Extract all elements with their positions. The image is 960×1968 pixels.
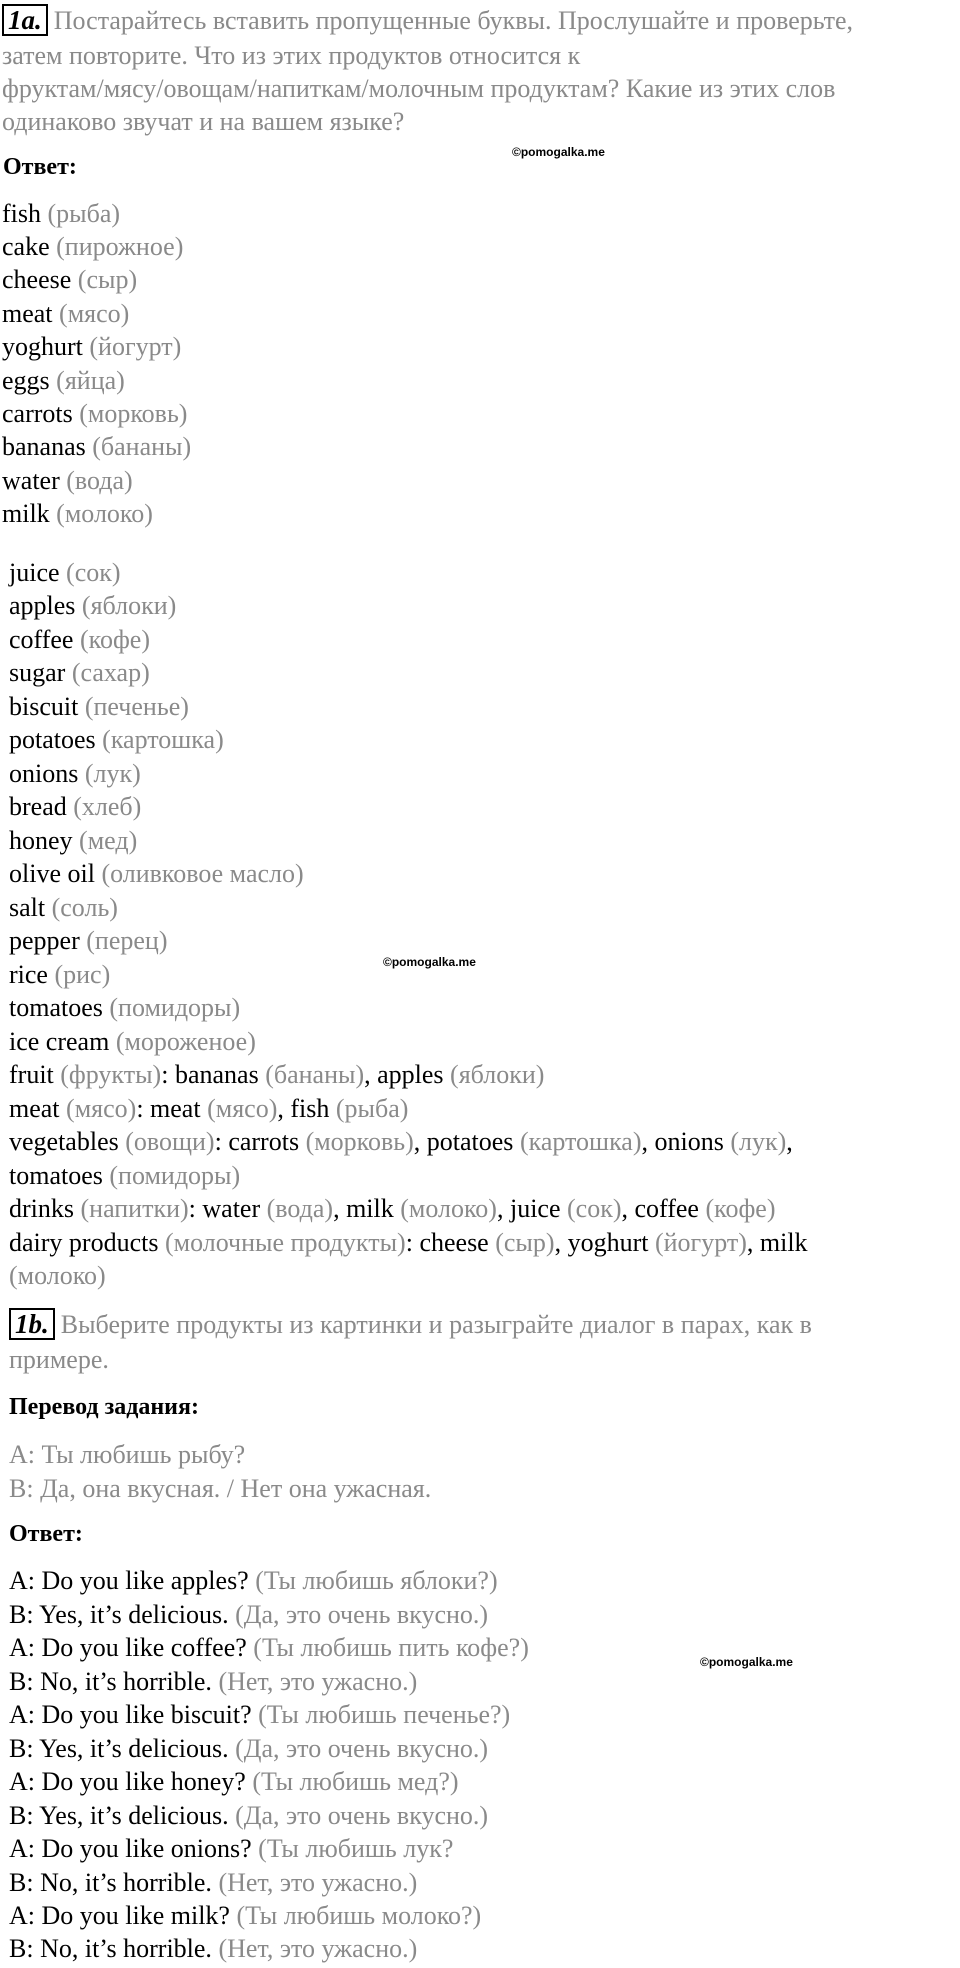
category-segment: : bananas — [161, 1060, 259, 1089]
category-line — [9, 1058, 544, 1091]
task-1b-text: Выберите продукты из картинки и разыграйте диалог в парах, как в — [60, 1310, 812, 1339]
category-segment: (фрукты) — [53, 1060, 162, 1089]
category-segment: (мясо) — [59, 1094, 137, 1123]
category-segment: (йогурт) — [648, 1228, 747, 1257]
dialogue-ru: (Ты любишь пить кофе?) — [246, 1633, 529, 1662]
dialogue-en: A: Do you like honey? — [9, 1767, 246, 1796]
task-1a-text: Постарайтесь вставить пропущенные буквы. Прослушайте и проверьте, — [53, 6, 854, 35]
dialogue-ru: (Да, это очень вкусно.) — [228, 1600, 489, 1629]
category-segment: (помидоры) — [102, 1161, 241, 1190]
word-ru: (йогурт) — [82, 332, 182, 361]
dialogue-line — [9, 1765, 459, 1798]
word-ru: (рис) — [47, 960, 111, 989]
category-segment: (картошка) — [513, 1127, 642, 1156]
dialogue-ru: (Нет, это ужасно.) — [211, 1667, 418, 1696]
word-item — [9, 857, 304, 890]
word-item — [2, 364, 125, 397]
word-ru: (бананы) — [85, 432, 192, 461]
category-line — [9, 1226, 808, 1259]
category-segment: , apples — [364, 1060, 444, 1089]
word-item — [2, 430, 191, 463]
dialogue-en: B: No, it’s horrible. — [9, 1934, 212, 1963]
dialogue-ru: (Да, это очень вкусно.) — [228, 1734, 489, 1763]
dialogue-en: A: Do you like coffee? — [9, 1633, 247, 1662]
word-ru: (перец) — [79, 926, 168, 955]
dialogue-ru: (Ты любишь печенье?) — [251, 1700, 511, 1729]
category-segment: (кофе) — [698, 1194, 776, 1223]
category-segment: vegetables — [9, 1127, 119, 1156]
dialogue-ru: (Ты любишь мед?) — [245, 1767, 459, 1796]
category-segment: , yoghurt — [554, 1228, 649, 1257]
dialogue-ru: (Ты любишь молоко?) — [229, 1901, 482, 1930]
dialogue-line — [9, 1598, 488, 1631]
category-segment: (вода) — [260, 1194, 334, 1223]
word-item — [9, 556, 121, 589]
word-ru: (сок) — [59, 558, 121, 587]
category-line — [9, 1125, 793, 1158]
word-ru: (молоко) — [49, 499, 153, 528]
word-item — [9, 958, 110, 991]
dialogue-ru: (Нет, это ужасно.) — [211, 1934, 418, 1963]
word-ru: (яблоки) — [75, 591, 177, 620]
dialogue-en: A: Do you like onions? — [9, 1834, 252, 1863]
task-1a-line-3: одинаково звучат и на вашем языке? — [2, 107, 405, 136]
word-ru: (морковь) — [72, 399, 188, 428]
category-segment: tomatoes — [9, 1161, 103, 1190]
category-segment: (мясо) — [200, 1094, 278, 1123]
word-en: sugar — [9, 658, 66, 687]
category-line — [9, 1259, 106, 1292]
word-en: rice — [9, 960, 48, 989]
word-item — [9, 824, 137, 857]
word-ru: (яйца) — [49, 366, 125, 395]
word-ru: (помидоры) — [102, 993, 241, 1022]
category-segment: , potatoes — [413, 1127, 514, 1156]
word-item — [9, 891, 118, 924]
category-segment: , coffee — [621, 1194, 699, 1223]
word-item — [9, 757, 141, 790]
category-segment: : carrots — [214, 1127, 300, 1156]
category-segment: (лук) — [730, 1127, 787, 1156]
word-ru: (мед) — [72, 826, 138, 855]
watermark: ©pomogalka.me — [512, 145, 605, 159]
word-en: onions — [9, 759, 85, 788]
word-en: olive oil — [9, 859, 95, 888]
dialogue-line — [9, 1799, 488, 1832]
word-ru: (сыр) — [77, 265, 138, 294]
word-ru: (мясо) — [52, 299, 130, 328]
word-en: bread — [9, 792, 67, 821]
category-segment: , — [786, 1127, 793, 1156]
word-item — [2, 197, 120, 230]
word-ru: (хлеб) — [66, 792, 142, 821]
dialogue-line — [9, 1866, 417, 1899]
dialogue-ru: (Нет, это ужасно.) — [211, 1868, 418, 1897]
dialogue-en: B: Yes, it’s delicious. — [9, 1801, 229, 1830]
translation-heading: Перевод задания: — [9, 1394, 199, 1420]
word-ru: (оливковое масло) — [94, 859, 304, 888]
category-line — [9, 1192, 775, 1225]
word-item — [9, 1025, 256, 1058]
dialogue-en: B: Yes, it’s delicious. — [9, 1734, 229, 1763]
watermark: ©pomogalka.me — [700, 1655, 793, 1669]
word-ru: (кофе) — [73, 625, 150, 654]
task-1b-line-1: примере. — [9, 1345, 109, 1374]
category-segment: , onions — [641, 1127, 731, 1156]
word-ru: (пирожное) — [49, 232, 184, 261]
category-segment: drinks — [9, 1194, 74, 1223]
word-en: fish — [2, 199, 41, 228]
category-segment: (молоко) — [9, 1261, 106, 1290]
word-en: apples — [9, 591, 76, 620]
word-item — [9, 690, 189, 723]
word-item — [2, 263, 137, 296]
category-segment: dairy products — [9, 1228, 159, 1257]
category-segment: : meat — [136, 1094, 201, 1123]
word-item — [9, 723, 224, 756]
word-item — [2, 497, 153, 530]
word-en: bananas — [2, 432, 86, 461]
category-segment: , milk — [333, 1194, 394, 1223]
watermark: ©pomogalka.me — [383, 955, 476, 969]
word-en: water — [2, 466, 60, 495]
category-segment: : water — [188, 1194, 261, 1223]
dialogue-line — [9, 1564, 498, 1597]
category-segment: (яблоки) — [443, 1060, 545, 1089]
category-segment: (молочные продукты) — [158, 1228, 406, 1257]
dialogue-en: B: No, it’s horrible. — [9, 1667, 212, 1696]
word-ru: (мороженое) — [109, 1027, 256, 1056]
word-en: cheese — [2, 265, 78, 294]
dialogue-ru: (Ты любишь лук? — [251, 1834, 454, 1863]
word-en: juice — [9, 558, 60, 587]
word-ru: (лук) — [84, 759, 141, 788]
word-en: milk — [2, 499, 50, 528]
word-item — [9, 589, 176, 622]
word-ru: (сахар) — [65, 658, 150, 687]
word-en: pepper — [9, 926, 80, 955]
word-item — [2, 230, 183, 263]
word-item — [2, 397, 187, 430]
task-1a-line-0 — [2, 4, 853, 37]
word-en: coffee — [9, 625, 74, 654]
word-item — [9, 924, 167, 957]
word-en: honey — [9, 826, 73, 855]
word-en: biscuit — [9, 692, 79, 721]
dialogue-en: A: Do you like milk? — [9, 1901, 230, 1930]
category-segment: , milk — [746, 1228, 808, 1257]
word-ru: (вода) — [59, 466, 133, 495]
task-1b-number: 1b. — [9, 1308, 55, 1340]
answer-heading: Ответ: — [9, 1521, 83, 1547]
word-ru: (соль) — [45, 893, 118, 922]
word-en: yoghurt — [2, 332, 83, 361]
dialogue-line — [9, 1698, 510, 1731]
task-1b-line-0 — [9, 1308, 812, 1341]
word-en: ice cream — [9, 1027, 110, 1056]
word-en: eggs — [2, 366, 50, 395]
task-1a-line-1: затем повторите. Что из этих продуктов относится к — [2, 41, 581, 70]
dialogue-ru: (Да, это очень вкусно.) — [228, 1801, 489, 1830]
category-segment: (бананы) — [258, 1060, 365, 1089]
translation-line: B: Да, она вкусная. / Нет она ужасная. — [9, 1474, 432, 1503]
category-segment: , juice — [496, 1194, 561, 1223]
dialogue-en: B: No, it’s horrible. — [9, 1868, 212, 1897]
category-segment: fruit — [9, 1060, 54, 1089]
word-item — [9, 656, 150, 689]
dialogue-line — [9, 1732, 488, 1765]
word-ru: (картошка) — [95, 725, 224, 754]
word-en: meat — [2, 299, 53, 328]
word-en: tomatoes — [9, 993, 103, 1022]
category-line — [9, 1092, 408, 1125]
category-segment: meat — [9, 1094, 60, 1123]
dialogue-line — [9, 1932, 417, 1965]
task-1a-line-2: фруктам/мясу/овощам/напиткам/молочным продуктам? Какие из этих слов — [2, 74, 836, 103]
word-item — [9, 790, 141, 823]
word-item — [9, 991, 240, 1024]
category-segment: (молоко) — [393, 1194, 497, 1223]
category-segment: , fish — [277, 1094, 330, 1123]
word-en: salt — [9, 893, 46, 922]
word-ru: (печенье) — [78, 692, 189, 721]
dialogue-ru: (Ты любишь яблоки?) — [248, 1566, 498, 1595]
category-segment: (сок) — [560, 1194, 622, 1223]
category-segment: (рыба) — [329, 1094, 409, 1123]
word-en: potatoes — [9, 725, 96, 754]
task-1a-number: 1a. — [2, 4, 48, 36]
category-segment: (сыр) — [495, 1228, 555, 1257]
word-en: carrots — [2, 399, 73, 428]
word-item — [2, 330, 181, 363]
answer-heading: Ответ: — [3, 154, 77, 180]
category-segment: (напитки) — [74, 1194, 189, 1223]
word-item — [9, 623, 150, 656]
dialogue-line — [9, 1665, 417, 1698]
category-segment: (овощи) — [118, 1127, 215, 1156]
dialogue-line — [9, 1631, 529, 1664]
dialogue-en: B: Yes, it’s delicious. — [9, 1600, 229, 1629]
word-ru: (рыба) — [41, 199, 121, 228]
word-en: cake — [2, 232, 50, 261]
dialogue-line — [9, 1832, 453, 1865]
category-line — [9, 1159, 240, 1192]
dialogue-en: A: Do you like apples? — [9, 1566, 249, 1595]
category-segment: : cheese — [405, 1228, 496, 1257]
word-item — [2, 464, 133, 497]
word-item — [2, 297, 129, 330]
dialogue-en: A: Do you like biscuit? — [9, 1700, 252, 1729]
category-segment: (морковь) — [299, 1127, 414, 1156]
dialogue-line — [9, 1899, 481, 1932]
translation-line: A: Ты любишь рыбу? — [9, 1440, 246, 1469]
